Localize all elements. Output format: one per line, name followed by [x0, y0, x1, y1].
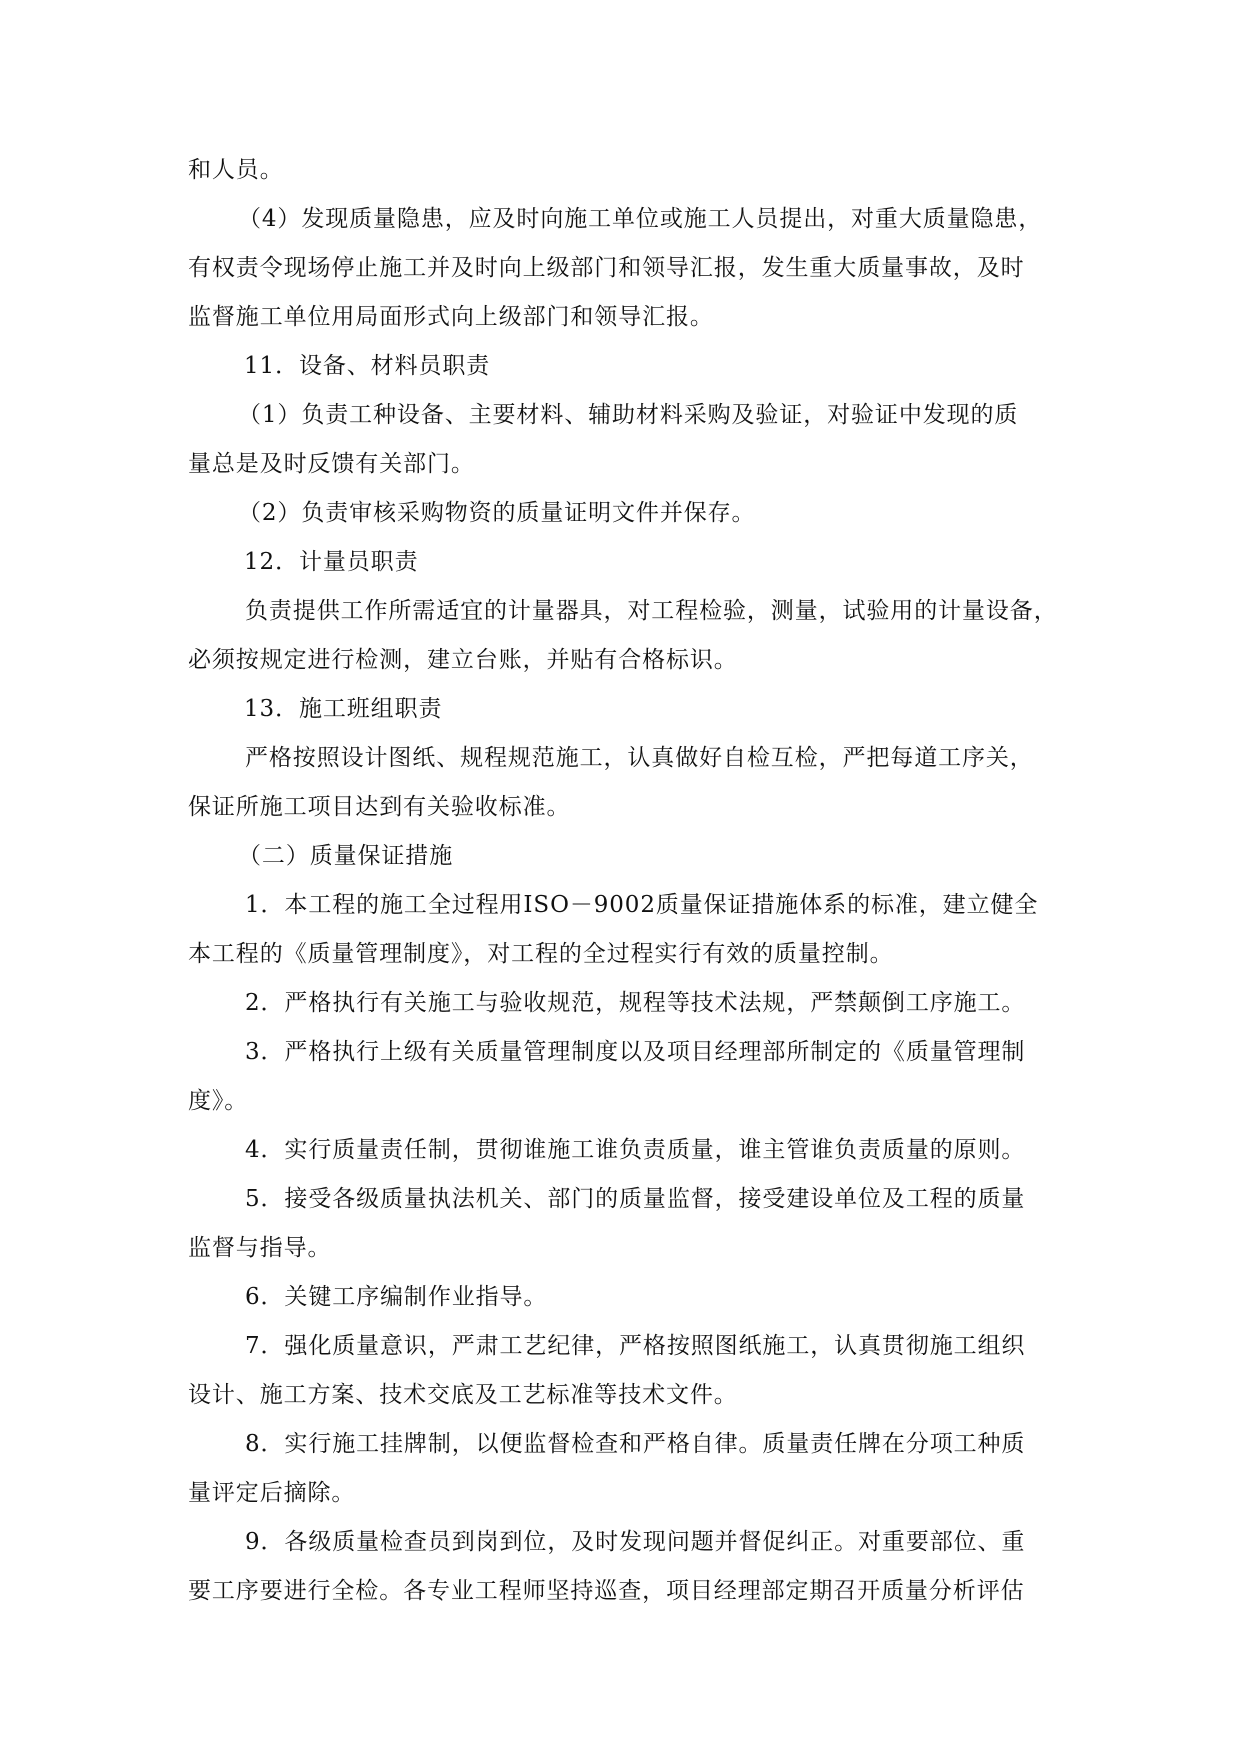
text-line: 度》。 [188, 1088, 249, 1114]
text-line: 严格按照设计图纸、规程规范施工，认真做好自检互检，严把每道工序关， [245, 745, 1034, 771]
section-heading: 12．计量员职责 [244, 549, 419, 575]
text-line: 量评定后摘除。 [188, 1480, 356, 1506]
text-line: 量总是及时反馈有关部门。 [188, 451, 475, 477]
text-line: 有权责令现场停止施工并及时向上级部门和领导汇报，发生重大质量事故，及时 [188, 255, 1025, 281]
text-line: 1．本工程的施工全过程用ISO－9002质量保证措施体系的标准，建立健全 [245, 892, 1039, 918]
text-line: 9．各级质量检查员到岗到位，及时发现问题并督促纠正。对重要部位、重 [245, 1529, 1026, 1555]
text-line: 保证所施工项目达到有关验收标准。 [188, 794, 571, 820]
section-heading: 13．施工班组职责 [244, 696, 443, 722]
text-line: 监督施工单位用局面形式向上级部门和领导汇报。 [188, 304, 714, 330]
text-line: 本工程的《质量管理制度》，对工程的全过程实行有效的质量控制。 [188, 941, 894, 967]
text-line: 7．强化质量意识，严肃工艺纪律，严格按照图纸施工，认真贯彻施工组织 [245, 1333, 1026, 1359]
text-line: （2）负责审核采购物资的质量证明文件并保存。 [238, 500, 756, 526]
text-line: 负责提供工作所需适宜的计量器具，对工程检验，测量，试验用的计量设备， [245, 598, 1058, 624]
section-heading: 11．设备、材料员职责 [244, 353, 491, 379]
text-line: 2．严格执行有关施工与验收规范，规程等技术法规，严禁颠倒工序施工。 [245, 990, 1026, 1016]
document-body [188, 146, 1058, 1616]
text-line: 5．接受各级质量执法机关、部门的质量监督，接受建设单位及工程的质量 [245, 1186, 1026, 1212]
text-line: 和人员。 [188, 157, 284, 183]
section-heading: （二）质量保证措施 [238, 843, 454, 869]
text-line: 8．实行施工挂牌制，以便监督检查和严格自律。质量责任牌在分项工种质 [245, 1431, 1026, 1457]
text-line: 设计、施工方案、技术交底及工艺标准等技术文件。 [188, 1382, 738, 1408]
text-line: 4．实行质量责任制，贯彻谁施工谁负责质量，谁主管谁负责质量的原则。 [245, 1137, 1026, 1163]
text-line: 监督与指导。 [188, 1235, 332, 1261]
text-line: 要工序要进行全检。各专业工程师坚持巡查，项目经理部定期召开质量分析评估 [188, 1578, 1025, 1604]
text-line: 必须按规定进行检测，建立台账，并贴有合格标识。 [188, 647, 738, 673]
text-line: 6．关键工序编制作业指导。 [245, 1284, 548, 1310]
text-line: （1）负责工种设备、主要材料、辅助材料采购及验证，对验证中发现的质 [238, 402, 1019, 428]
text-line: 3．严格执行上级有关质量管理制度以及项目经理部所制定的《质量管理制 [245, 1039, 1026, 1065]
text-line: （4）发现质量隐患，应及时向施工单位或施工人员提出，对重大质量隐患， [238, 206, 1043, 232]
